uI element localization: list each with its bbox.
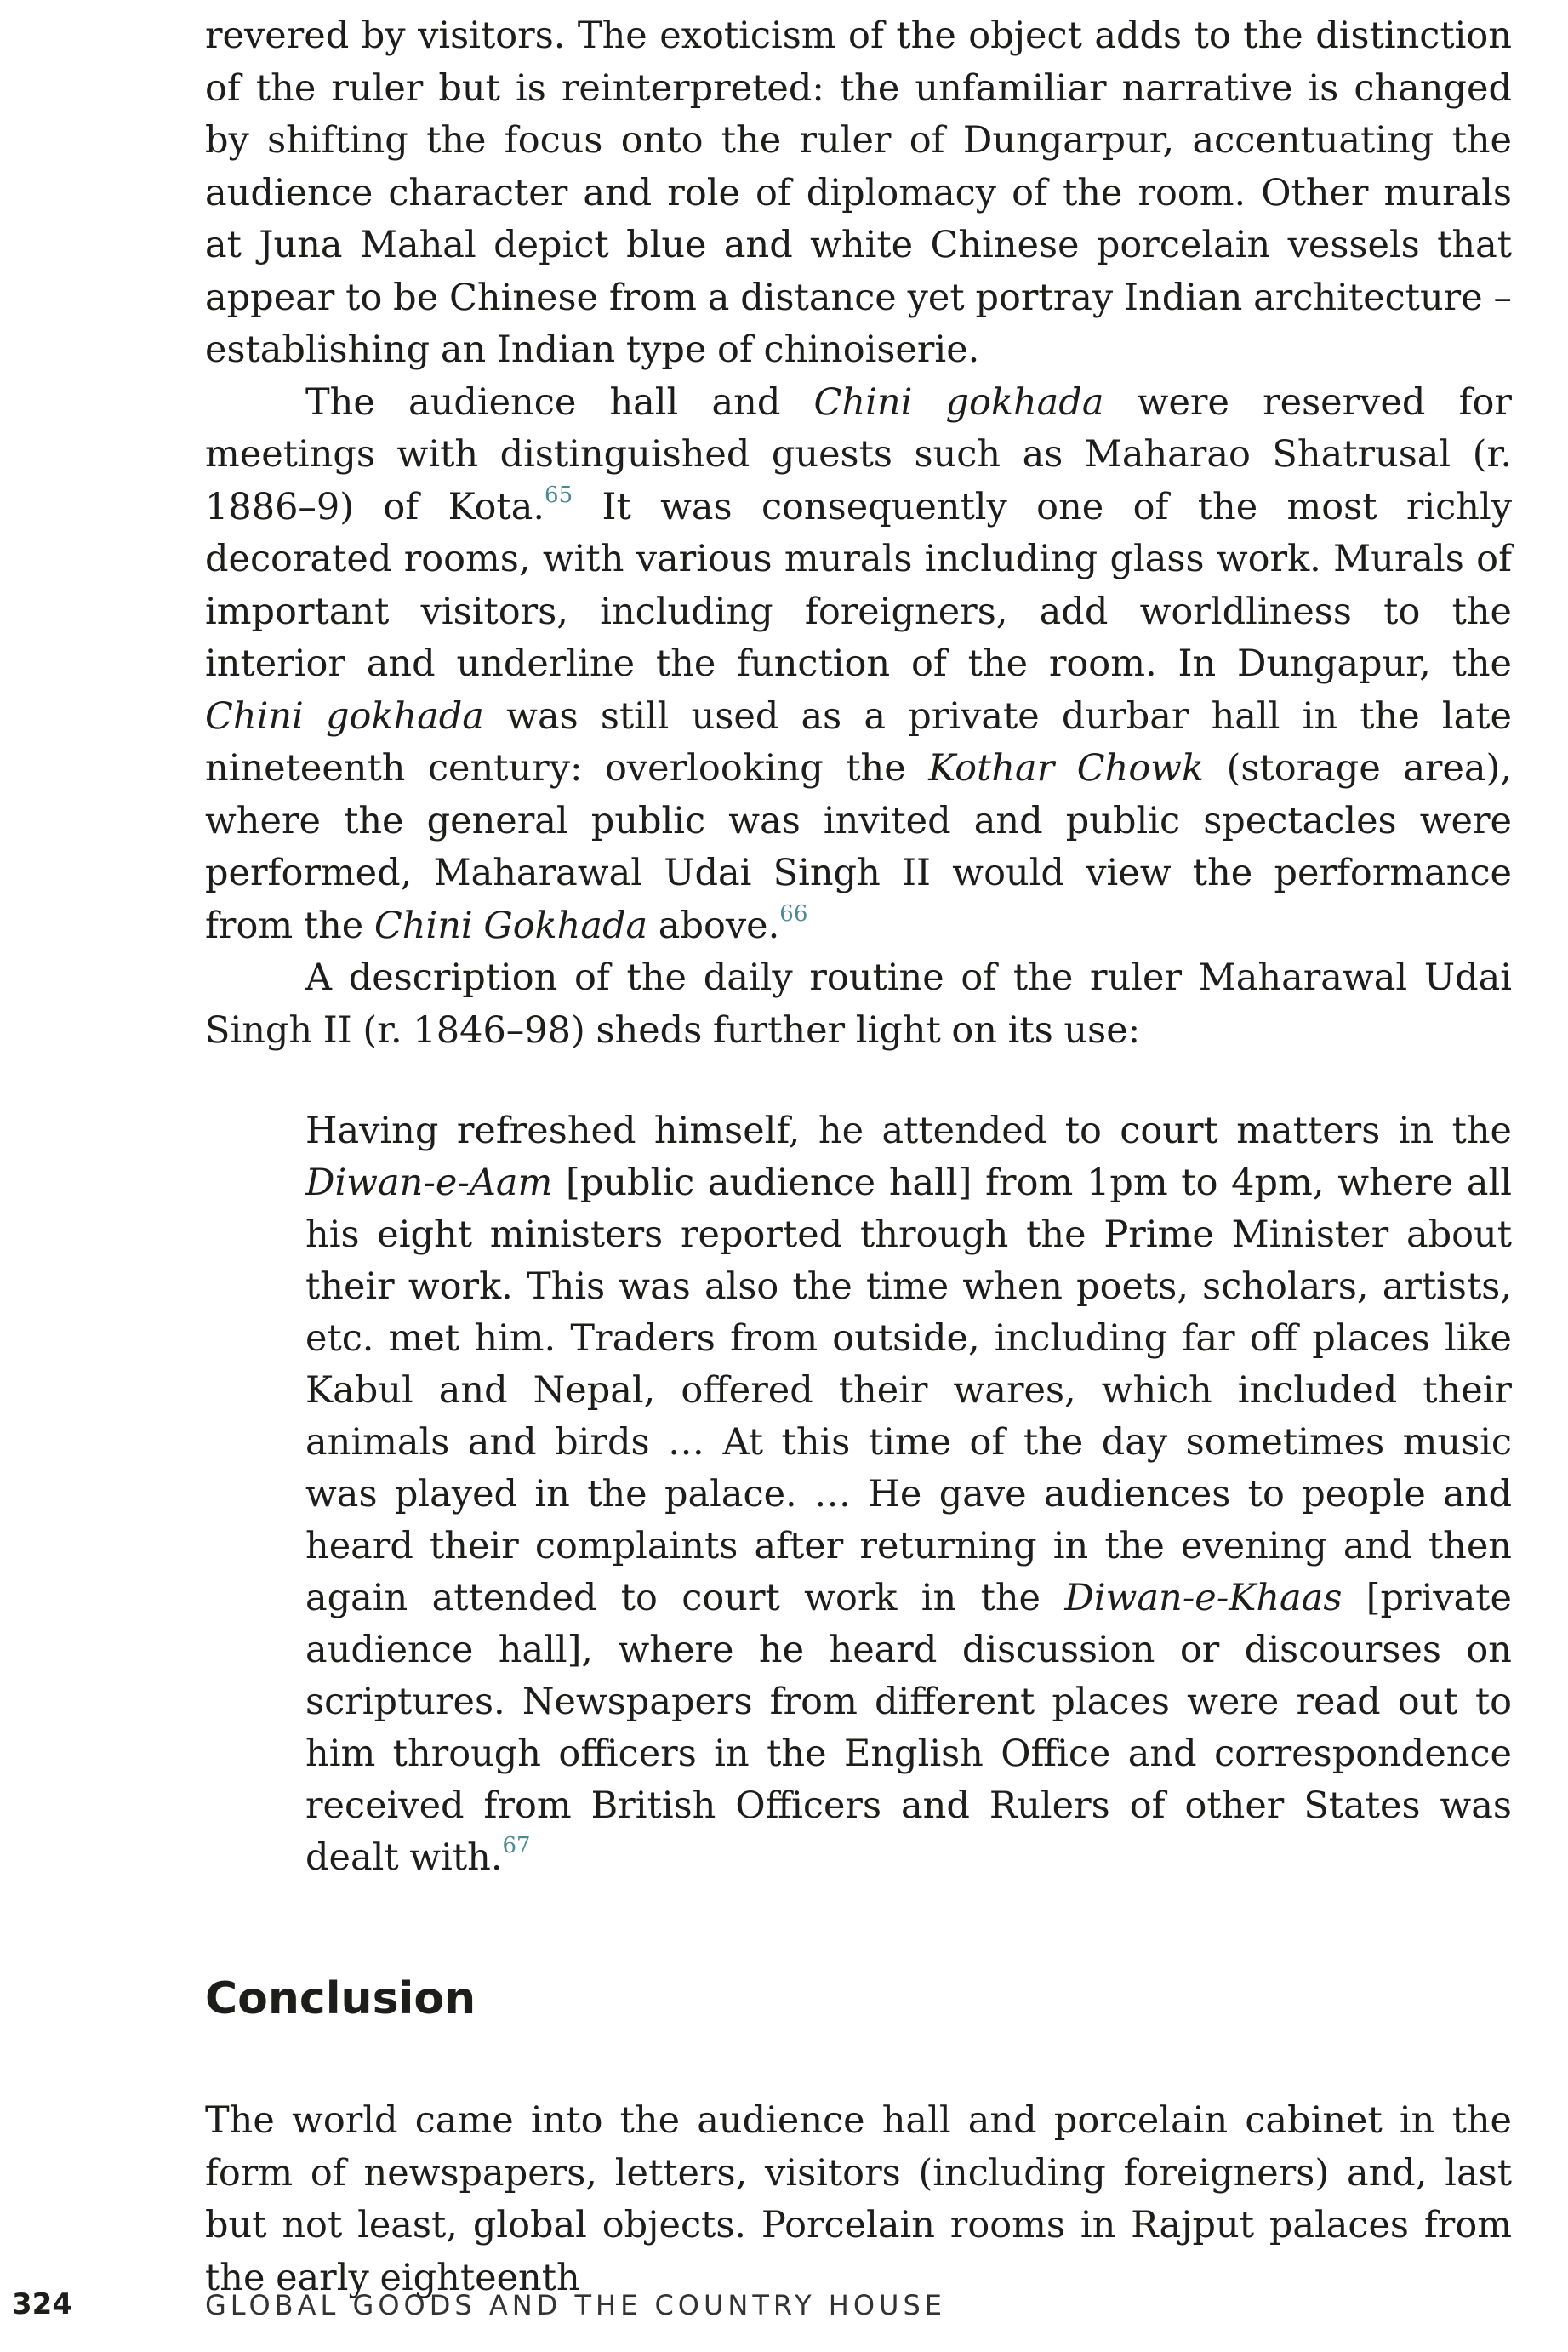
text-run: (storage area), where the general public was invited and public spectacles were performed, Maharawal Udai Singh II would view the performance from the	[205, 747, 1513, 947]
italic-term: Chini Gokhada	[373, 904, 648, 947]
text-run: [public audience hall] from 1pm to 4pm, where all his eight ministers reported through the Prime Minister about their work. This was also the time when poets, scholars, artists, etc. met him. Traders from outside, including far off places like Kabul and Nepal, offered their wares, which included their animals and birds … At this time of the day sometimes music was played in the palace. … He gave audiences to people and heard their complaints after returning in the evening and then again attended to court work in the	[305, 1162, 1512, 1619]
conclusion-paragraph: The world came into the audience hall and porcelain cabinet in the form of newspapers, letters, visitors (including foreigners) and, last but not least, global objects. Porcelain rooms in Rajput palaces from the early eighteenth	[205, 2099, 1512, 2299]
body-paragraph-1: revered by visitors. The exoticism of the object adds to the distinction of the ruler but is reinterpreted: the unfamiliar narrative is changed by shifting the focus onto the ruler of Dungarpur, accentuating the audience character and role of diplomacy of the room. Other murals at Juna Mahal depict blue and white Chinese porcelain vessels that appear to be Chinese from a distance yet portray Indian architecture – establishing an Indian type of chinoiserie.	[205, 14, 1512, 371]
footnote-marker-67[interactable]: 67	[502, 1833, 531, 1858]
page-number: 324	[12, 2287, 72, 2321]
italic-term: Chini gokhada	[813, 380, 1104, 424]
text-run: [private audience hall], where he heard discussion or discourses on scriptures. Newspapers from different places were read out to him through officers in the English Office and correspondence received from British Officers and Rulers of other States was dealt with.	[305, 1577, 1513, 1879]
italic-term: Diwan-e-Aam	[305, 1162, 553, 1204]
block-quote	[305, 1105, 1512, 1884]
italic-term: Diwan-e-Khaas	[1064, 1577, 1343, 1619]
body-paragraph-2	[205, 377, 1512, 953]
italic-term: Chini gokhada	[205, 694, 484, 738]
text-run: was still used as a private durbar hall in the late nineteenth century: overlooking the	[205, 694, 1512, 790]
text-run: It was consequently one of the most richly decorated rooms, with various murals including glass work. Murals of important visitors, including foreigners, add worldliness to the interior and underline the function of the room. In Dungapur, the	[205, 485, 1512, 685]
footnote-marker-66[interactable]: 66	[779, 900, 808, 927]
footnote-marker-65[interactable]: 65	[545, 482, 573, 508]
section-heading: Conclusion	[205, 1973, 476, 2024]
running-head: GLOBAL GOODS AND THE COUNTRY HOUSE	[205, 2289, 946, 2321]
text-run: The audience hall and	[305, 380, 814, 424]
italic-term: Kothar Chowk	[928, 747, 1205, 790]
text-run: Having refreshed himself, he attended to court matters in the	[305, 1110, 1512, 1152]
page-body	[205, 10, 1512, 2304]
text-run: were reserved for meetings with distinguished guests such as Maharao Shatrusal (r. 1886–9) of Kota.	[205, 380, 1512, 528]
body-paragraph-3: A description of the daily routine of the ruler Maharawal Udai Singh II (r. 1846–98) sheds further light on its use:	[205, 956, 1512, 1052]
text-run: above.	[647, 904, 780, 947]
block-quote-text	[305, 1105, 1512, 1884]
